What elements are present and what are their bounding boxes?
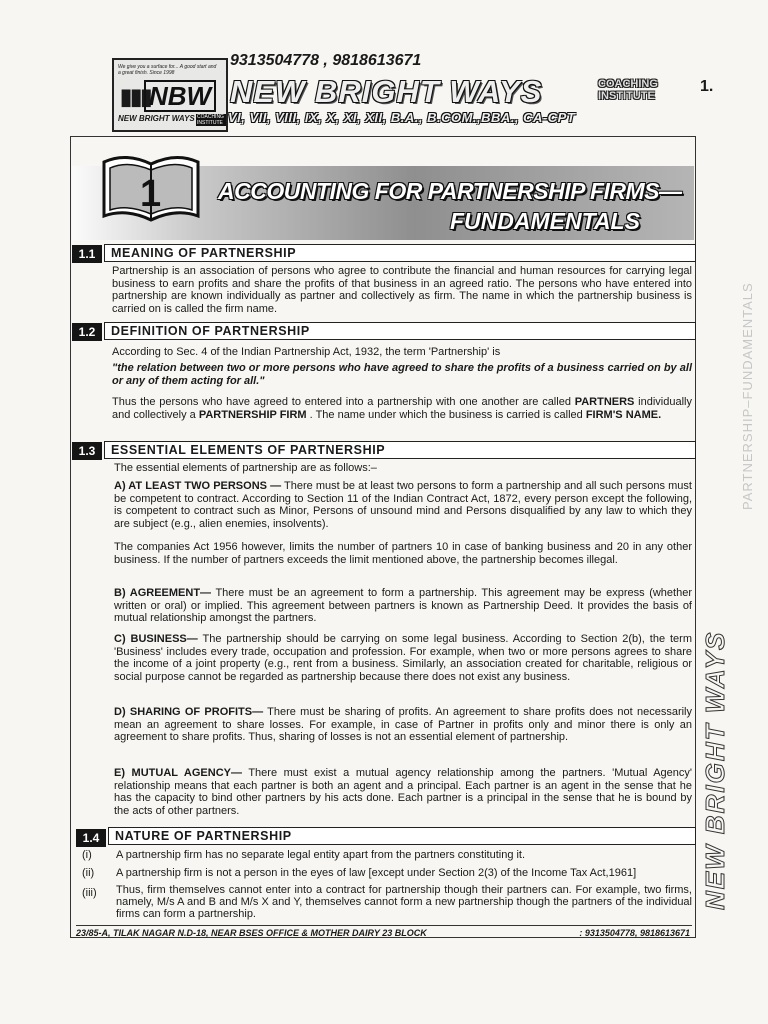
element-a-extra: The companies Act 1956 however, limits the number of partners 10 in case of banking business and 20 in any other business. If the number of partners exceeds the limit mentioned above, the partnership becomes illegal. [114, 541, 692, 566]
definition-text-b: individually and collectively a [112, 396, 692, 421]
logo-bars-icon: ▮▮▮ [120, 84, 151, 109]
page-number: 1. [700, 78, 714, 95]
element-c-key: C) BUSINESS— [114, 633, 198, 645]
logo-nbw: NBW [144, 80, 216, 112]
section-title: ESSENTIAL ELEMENTS OF PARTNERSHIP [104, 441, 696, 459]
element-c-text: The partnership should be carrying on some legal business. According to Section 2(b), the term 'Business' includes every trade, occupation and profession. For example, when two or more persons agrees to share the income of a joint property (e.g., rent from a business. Similarly, an association created for charitable, religious or social purpose cannot be regarded as partnership because there does not exist any business. [114, 633, 692, 683]
nature-item-text: A partnership firm has no separate legal entity apart from the partners constituting it. [116, 849, 526, 861]
footer-phones: : 9313504778, 9818613671 [579, 928, 690, 938]
element-d [114, 706, 692, 744]
nature-item-number: (iii) [82, 887, 97, 899]
element-e-text: There must exist a mutual agency relationship among the partners. 'Mutual Agency' relationship means that each partner is both an agent and a principal. Each partner is an agent in the sense that he has the capacity to bind other partners by his acts done. Each partner is a principal in the sense that he is bound by the acts of other partners. [114, 767, 692, 817]
side-vertical-top [740, 150, 754, 510]
chapter-number: 1 [140, 173, 162, 215]
classes-list: VI, VII, VIII, IX, X, XI, XII, B.A., B.COM.,BBA., CA-CPT [228, 110, 576, 125]
coaching-line-2: INSTITUTE [598, 90, 655, 102]
firm-name-term: FIRM'S NAME. [585, 408, 662, 421]
meaning-text: Partnership is an association of persons who agree to contribute the financial and human resources for carrying legal business to earn profits and share the profits of that business in an agreed ratio. The persons who have entered into partnership are known individually as partner and collectively as firm. The name in which the partnership business is carried on is called the firm name. [112, 265, 692, 315]
definition-quote: "the relation between two or more persons who have agreed to share the profits of a business carried on by all or any of them acting for all." [112, 362, 692, 387]
footer-address: 23/85-A, TILAK NAGAR N.D-18, NEAR BSES OFFICE & MOTHER DAIRY 23 BLOCK [76, 928, 427, 938]
partners-term: PARTNERS [574, 396, 635, 408]
chapter-title-line-2: FUNDAMENTALS [450, 208, 640, 234]
section-title: DEFINITION OF PARTNERSHIP [104, 322, 696, 340]
side-vertical-bottom-text: NEW BRIGHT WAYS [700, 630, 730, 910]
logo-tagline: We give you a surface for... A good start and a great finish. Since 1998 [118, 64, 217, 76]
section-number: 1.3 [72, 442, 102, 460]
logo-subtitle: NEW BRIGHT WAYS [118, 114, 195, 123]
firm-term: PARTNERSHIP FIRM [198, 408, 307, 421]
section-number: 1.1 [72, 245, 102, 263]
element-d-text: There must be sharing of profits. An agreement to share profits does not necessarily mean an agreement to share losses. For example, in case of Partner in profits only and minor there is only an agreement to share profits. Thus, sharing of losses is not an essential element of partnership. [114, 706, 692, 744]
section-number: 1.2 [72, 323, 102, 341]
side-vertical-bottom [700, 580, 734, 910]
element-b [114, 587, 692, 625]
logo [112, 58, 228, 132]
nature-item-number: (i) [82, 849, 92, 861]
section-number: 1.4 [76, 829, 106, 847]
side-vertical-top-text: PARTNERSHIP–FUNDAMENTALS [740, 282, 755, 510]
element-c [114, 633, 692, 683]
element-e [114, 767, 692, 817]
section-title: MEANING OF PARTNERSHIP [104, 244, 696, 262]
element-a-text: There must be at least two persons to form a partnership and all such persons must be competent to contract. According to Section 11 of the Indian Contract Act, 1872, every person except the following, is competent to contract such as Minor, Persons of unsound mind and Persons disqualified by any law to which they are subject (e.g., alien enemies, insolvents). [114, 480, 692, 530]
header-phones: 9313504778 , 9818613671 [230, 52, 422, 69]
nature-item-number: (ii) [82, 867, 95, 879]
definition-text-c: . The name under which the business is carried is called [306, 408, 586, 421]
coaching-line-1: COACHING [598, 78, 658, 90]
definition-intro: According to Sec. 4 of the Indian Partnership Act, 1932, the term 'Partnership' is [112, 346, 501, 358]
element-b-text: There must be an agreement to form a partnership. This agreement may be express (whether written or oral) or implied. This agreement between partners is known as Partnership Deed. It provides the basis of mutual relationship amongst the partners. [114, 587, 692, 625]
element-a [114, 480, 692, 530]
elements-intro: The essential elements of partnership are as follows:– [114, 462, 377, 474]
element-b-key: B) AGREEMENT— [114, 587, 212, 599]
definition-text-a: Thus the persons who have agreed to entered into a partnership with one another are called [112, 396, 575, 408]
logo-coaching: COACHING INSTITUTE [196, 114, 226, 126]
coaching-label [598, 78, 658, 102]
element-a-key: A) AT LEAST TWO PERSONS — [114, 480, 282, 492]
element-e-key: E) MUTUAL AGENCY— [114, 767, 242, 779]
element-d-key: D) SHARING OF PROFITS— [114, 706, 264, 718]
open-book-icon [96, 150, 206, 228]
chapter-title-line-1: ACCOUNTING FOR PARTNERSHIP FIRMS— [218, 178, 682, 204]
footer [76, 925, 692, 940]
brand-name: NEW BRIGHT WAYS [230, 74, 543, 109]
definition-text [112, 396, 692, 421]
section-title: NATURE OF PARTNERSHIP [108, 827, 696, 845]
nature-item-text: A partnership firm is not a person in the eyes of law [except under Section 2(3) of the Income Tax Act,1961] [116, 867, 637, 879]
nature-item-text: Thus, firm themselves cannot enter into a contract for partnership though their partners can. For example, two firms, namely, M/s A and B and M/s X and Y, themselves cannot form a new partnership though the partners of the individual firms can form a partnership. [116, 884, 692, 920]
